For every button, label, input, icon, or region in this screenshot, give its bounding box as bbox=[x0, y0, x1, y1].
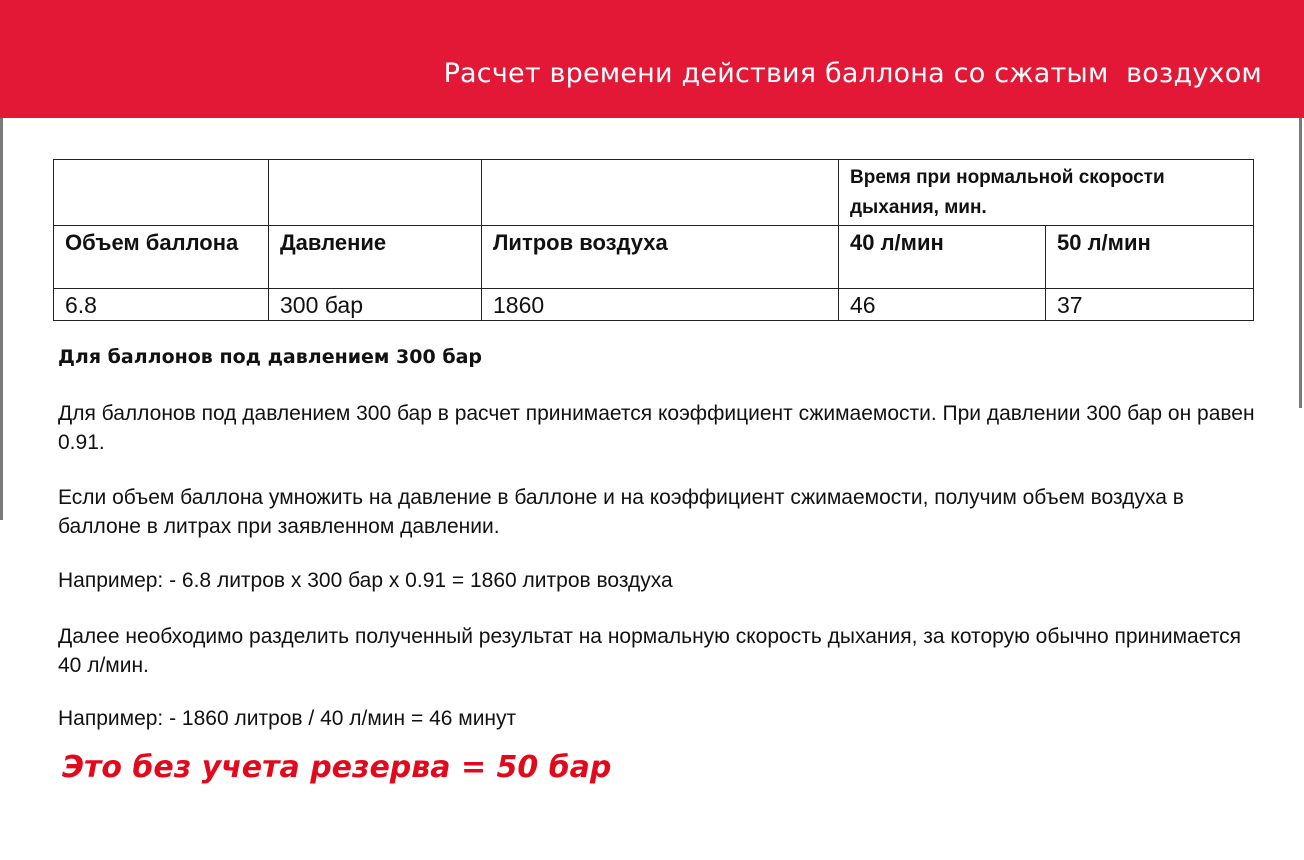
right-border-line bbox=[1299, 118, 1302, 408]
column-header-40: 40 л/мин bbox=[839, 226, 1046, 289]
left-border-line bbox=[0, 118, 3, 520]
reserve-note: Это без учета резерва = 50 бар bbox=[62, 750, 612, 785]
page-title: Расчет времени действия баллона со сжатым воздухом bbox=[443, 58, 1262, 89]
column-header-pressure: Давление bbox=[269, 226, 482, 289]
table-empty-cell bbox=[269, 160, 482, 226]
cell-liters: 1860 bbox=[482, 289, 839, 321]
cell-time-50: 37 bbox=[1046, 289, 1254, 321]
cell-pressure: 300 бар bbox=[269, 289, 482, 321]
cell-volume: 6.8 bbox=[54, 289, 269, 321]
paragraph-compressibility: Для баллонов под давлением 300 бар в расчет принимается коэффициент сжимаемости. При давлении 300 бар он равен 0.91. bbox=[58, 402, 1255, 454]
paragraph-breathing-rate: Далее необходимо разделить полученный результат на нормальную скорость дыхания, за которую обычно принимается 40 л/мин. bbox=[58, 625, 1241, 677]
table-row bbox=[54, 289, 1254, 321]
section-heading: Для баллонов под давлением 300 бар bbox=[58, 346, 483, 368]
column-header-50: 50 л/мин bbox=[1046, 226, 1254, 289]
paragraph-example-1: Например: - 6.8 литров х 300 бар х 0.91 = 1860 литров воздуха bbox=[58, 569, 673, 592]
table-header-row bbox=[54, 226, 1254, 289]
column-header-volume: Объем баллона bbox=[54, 226, 269, 289]
cylinder-table bbox=[53, 159, 1254, 321]
column-header-liters: Литров воздуха bbox=[482, 226, 839, 289]
table-empty-cell bbox=[482, 160, 839, 226]
paragraph-example-2: Например: - 1860 литров / 40 л/мин = 46 минут bbox=[58, 707, 517, 730]
table-super-header-row bbox=[54, 160, 1254, 226]
cell-time-40: 46 bbox=[839, 289, 1046, 321]
paragraph-calculation: Если объем баллона умножить на давление в баллоне и на коэффициент сжимаемости, получим объем воздуха в баллоне в литрах при заявленном давлении. bbox=[58, 486, 1184, 538]
breathing-time-header: Время при нормальной скорости дыхания, мин. bbox=[839, 160, 1254, 226]
header-banner bbox=[0, 0, 1304, 118]
table-empty-cell bbox=[54, 160, 269, 226]
